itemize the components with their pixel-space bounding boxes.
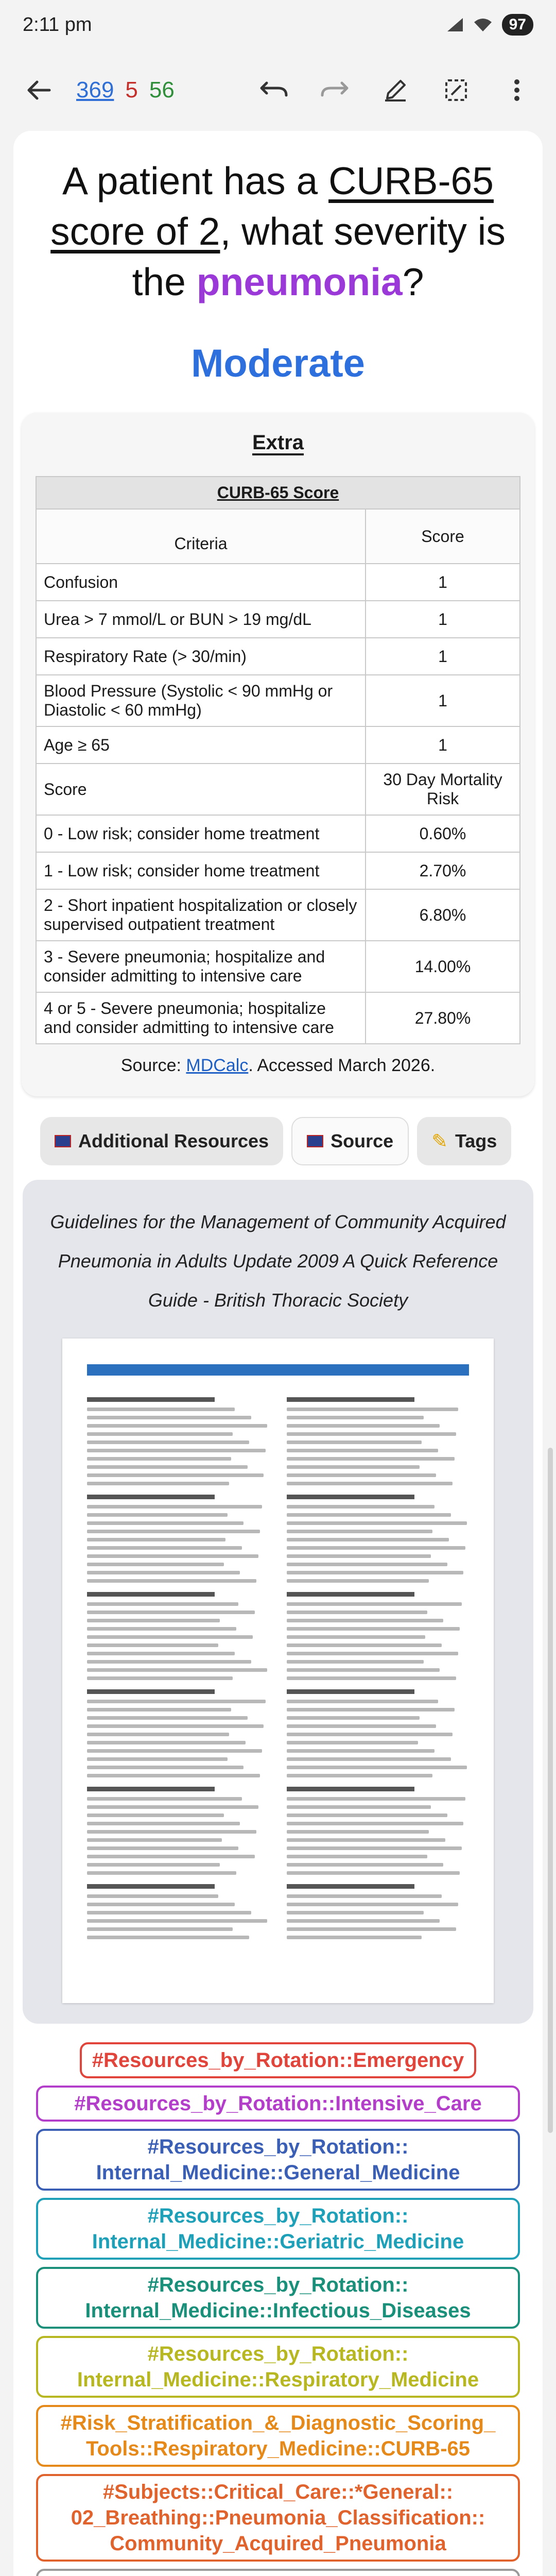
document-text-line	[287, 1797, 465, 1801]
document-text-line	[87, 1611, 255, 1614]
document-text-line	[87, 1668, 267, 1672]
table-row	[36, 601, 520, 638]
document-text-line	[287, 1579, 429, 1583]
document-text-line	[287, 1741, 418, 1744]
document-text-line	[87, 1538, 225, 1541]
status-icons	[446, 14, 533, 36]
document-text-line	[87, 1465, 248, 1469]
mdcalc-link[interactable]: MDCalc	[186, 1056, 249, 1075]
document-text-line	[287, 1749, 435, 1753]
document-text-line	[287, 1668, 440, 1672]
review-toolbar	[0, 52, 556, 129]
document-text-line	[87, 1546, 242, 1550]
extra-title: Extra	[252, 431, 304, 454]
document-text-line	[87, 1440, 249, 1444]
document-text-line	[87, 1936, 249, 1939]
document-text-line	[87, 1838, 222, 1842]
tag-chip[interactable]: #Risk_Stratification_&_Diagnostic_Scoring_ Tools::Respiratory_Medicine::CURB-65	[36, 2405, 520, 2467]
document-text-line	[287, 1397, 414, 1402]
row-value: 1	[366, 564, 520, 601]
document-text-line	[87, 1822, 240, 1825]
whiteboard-icon[interactable]	[438, 72, 475, 109]
document-text-line	[87, 1724, 264, 1728]
row-value: 1	[366, 675, 520, 726]
extra-section	[22, 413, 534, 1096]
undo-icon[interactable]	[255, 72, 292, 109]
document-text-line	[287, 1619, 443, 1622]
document-text-line	[287, 1936, 422, 1939]
document-text-line	[87, 1602, 238, 1606]
table-row	[36, 726, 520, 764]
document-text-line	[87, 1757, 228, 1761]
document-text-line	[287, 1495, 414, 1499]
document-text-line	[287, 1554, 431, 1558]
document-text-line	[287, 1855, 427, 1858]
document-text-line	[87, 1416, 251, 1419]
document-text-line	[287, 1884, 414, 1889]
document-header-bar	[87, 1364, 469, 1376]
document-text-line	[87, 1643, 218, 1647]
source-label: Source	[331, 1130, 394, 1151]
tags-button[interactable]	[417, 1117, 511, 1165]
tag-chip[interactable]: #Resources_by_Rotation:: Internal_Medicine::Infectious_Diseases	[36, 2267, 520, 2329]
document-text-line	[87, 1814, 224, 1817]
document-text-line	[87, 1689, 215, 1694]
document-text-line	[287, 1563, 447, 1566]
document-text-line	[87, 1774, 260, 1777]
status-bar	[0, 0, 556, 49]
edit-note-icon[interactable]	[377, 72, 414, 109]
document-text-line	[287, 1473, 436, 1477]
document-text-line	[287, 1716, 420, 1720]
document-text-line	[87, 1505, 262, 1509]
row-value: 14.00%	[366, 941, 520, 992]
guideline-document-image	[62, 1338, 494, 2003]
question-pneumonia: pneumonia	[196, 260, 403, 303]
document-text-line	[87, 1830, 256, 1834]
flashcard	[13, 131, 543, 2576]
document-text-line	[87, 1563, 224, 1566]
document-text-line	[287, 1627, 460, 1631]
document-text-line	[287, 1863, 443, 1867]
learn-count: 5	[125, 77, 138, 103]
document-text-line	[287, 1408, 458, 1411]
document-text-line	[87, 1408, 235, 1411]
resource-buttons	[13, 1117, 543, 1165]
document-text-line	[87, 1473, 264, 1477]
document-text-line	[87, 1513, 228, 1517]
redo-icon[interactable]	[316, 72, 353, 109]
document-text-line	[287, 1482, 453, 1485]
document-text-line	[287, 1830, 429, 1834]
document-text-line	[287, 1676, 456, 1680]
header-score: Score	[366, 509, 520, 564]
tag-chip[interactable]: #Resources_by_Rotation::Emergency	[80, 2042, 476, 2078]
document-text-line	[87, 1554, 258, 1558]
table-row	[36, 889, 520, 941]
document-column	[287, 1388, 469, 1944]
document-text-line	[287, 1822, 463, 1825]
document-text-line	[87, 1397, 215, 1402]
guideline-panel	[23, 1180, 533, 2024]
answer-text: Moderate	[191, 342, 365, 385]
row-value: 1	[366, 726, 520, 764]
document-text-line	[287, 1521, 467, 1525]
document-text-line	[287, 1919, 440, 1923]
document-text-line	[87, 1521, 244, 1525]
tag-chip[interactable]: #Subjects::Critical_Care::*General:: 02_Breathing::Pneumonia_Classification:: Community_Acquired_Pneumonia	[36, 2474, 520, 2562]
row-value: 6.80%	[366, 889, 520, 941]
document-text-line	[287, 1652, 458, 1655]
document-text-line	[87, 1741, 246, 1744]
row-value: 2.70%	[366, 852, 520, 889]
document-text-line	[287, 1465, 420, 1469]
tag-icon: ✎	[431, 1130, 448, 1153]
document-text-line	[287, 1440, 422, 1444]
document-text-line	[87, 1592, 215, 1597]
document-text-line	[87, 1846, 238, 1850]
row-criteria: 0 - Low risk; consider home treatment	[36, 815, 366, 852]
source-line	[31, 1056, 525, 1076]
document-text-line	[287, 1611, 427, 1614]
tag-chip[interactable]: #Resources_by_Rotation:: Internal_Medicine::Respiratory_Medicine	[36, 2336, 520, 2398]
source-suffix: . Accessed March 2026.	[248, 1056, 436, 1075]
tag-chip[interactable]: #Resources_by_Rotation:: Internal_Medicine::General_Medicine	[36, 2129, 520, 2191]
question-part: A patient has a	[62, 159, 329, 202]
new-count: 369	[76, 77, 114, 103]
additional-resources-button[interactable]	[40, 1117, 283, 1165]
table-title: CURB-65 Score	[36, 477, 520, 509]
wifi-icon	[473, 17, 493, 32]
flag-icon	[55, 1135, 71, 1147]
document-text-line	[87, 1449, 266, 1452]
tags-label: Tags	[455, 1130, 497, 1151]
document-text-line	[87, 1495, 215, 1499]
document-text-line	[287, 1814, 447, 1817]
document-text-line	[287, 1838, 445, 1842]
row-criteria: Urea > 7 mmol/L or BUN > 19 mg/dL	[36, 601, 366, 638]
document-text-line	[87, 1855, 255, 1858]
flag-icon	[307, 1135, 323, 1147]
document-text-line	[287, 1927, 456, 1931]
question-text	[13, 131, 543, 307]
document-text-line	[287, 1903, 458, 1906]
document-text-line	[87, 1482, 229, 1485]
document-text-line	[287, 1424, 440, 1428]
row-value: 27.80%	[366, 992, 520, 1044]
question-part: , what severity is the	[132, 210, 506, 303]
document-text-line	[87, 1894, 218, 1898]
document-text-line	[87, 1424, 267, 1428]
document-text-line	[87, 1676, 233, 1680]
row-value: 30 Day Mortality Risk	[366, 764, 520, 815]
scrollbar[interactable]	[548, 1448, 553, 2133]
tag-chip[interactable]: #Resources_by_Rotation::Intensive_Care	[36, 2086, 520, 2122]
guideline-title: Guidelines for the Management of Community Acquired Pneumonia in Adults Update 2009 A Quick Reference Guide - British Thoracic Society	[50, 1211, 506, 1311]
document-text-line	[87, 1652, 235, 1655]
row-criteria: Age ≥ 65	[36, 726, 366, 764]
row-criteria: 1 - Low risk; consider home treatment	[36, 852, 366, 889]
signal-icon	[446, 17, 464, 32]
document-text-line	[287, 1530, 432, 1533]
table-row	[36, 941, 520, 992]
source-button[interactable]	[291, 1117, 409, 1165]
row-criteria: Confusion	[36, 564, 366, 601]
table-row	[36, 992, 520, 1044]
document-text-line	[287, 1757, 451, 1761]
document-text-line	[287, 1546, 465, 1550]
document-text-line	[87, 1579, 256, 1583]
document-text-line	[287, 1538, 449, 1541]
row-criteria: 2 - Short inpatient hospitalization or closely supervised outpatient treatment	[36, 889, 366, 941]
table-row	[36, 564, 520, 601]
header-criteria: Criteria	[36, 509, 366, 564]
table-row	[36, 815, 520, 852]
document-text-line	[287, 1689, 414, 1694]
document-column	[87, 1388, 269, 1944]
document-text-line	[87, 1805, 258, 1809]
status-time: 2:11 pm	[23, 13, 92, 36]
question-curb-score: CURB-65 score of 2	[50, 159, 494, 253]
row-criteria: 4 or 5 - Severe pneumonia; hospitalize and consider admitting to intensive care	[36, 992, 366, 1044]
tag-chip[interactable]: #Resources_by_Rotation:: Internal_Medicine::Geriatric_Medicine	[36, 2198, 520, 2260]
document-text-line	[287, 1449, 438, 1452]
document-text-line	[287, 1602, 462, 1606]
document-text-line	[287, 1416, 424, 1419]
battery-badge: 97	[502, 14, 533, 36]
table-row	[36, 638, 520, 675]
document-text-line	[287, 1724, 436, 1728]
table-row	[36, 764, 520, 815]
document-text-line	[87, 1787, 215, 1791]
document-text-line	[87, 1530, 260, 1533]
card-counts	[76, 77, 175, 103]
document-text-line	[87, 1884, 215, 1889]
document-text-line	[287, 1700, 438, 1703]
document-text-line	[87, 1432, 233, 1436]
document-text-line	[87, 1903, 235, 1906]
tag-list	[13, 2042, 543, 2576]
row-value: 1	[366, 638, 520, 675]
document-text-line	[287, 1513, 451, 1517]
document-text-line	[87, 1911, 251, 1914]
document-text-line	[87, 1627, 236, 1631]
more-options-icon[interactable]	[498, 72, 535, 109]
curb65-table	[36, 476, 520, 1044]
row-value: 1	[366, 601, 520, 638]
document-text-line	[87, 1749, 262, 1753]
document-text-line	[87, 1919, 267, 1923]
document-text-line	[287, 1592, 414, 1597]
document-text-line	[287, 1787, 414, 1791]
document-text-line	[87, 1863, 220, 1867]
source-prefix: Source:	[120, 1056, 186, 1075]
table-row	[36, 852, 520, 889]
row-value: 0.60%	[366, 815, 520, 852]
due-count: 56	[149, 77, 175, 103]
document-text-line	[287, 1846, 462, 1850]
document-text-line	[287, 1766, 467, 1769]
document-text-line	[87, 1766, 244, 1769]
document-text-line	[287, 1660, 424, 1664]
document-columns	[87, 1388, 469, 1944]
document-text-line	[287, 1805, 431, 1809]
document-text-line	[287, 1457, 455, 1461]
document-text-line	[87, 1635, 253, 1639]
document-text-line	[87, 1700, 266, 1703]
document-text-line	[87, 1708, 231, 1711]
document-text-line	[287, 1432, 456, 1436]
back-arrow-icon[interactable]	[21, 72, 58, 109]
row-criteria: 3 - Severe pneumonia; hospitalize and consider admitting to intensive care	[36, 941, 366, 992]
document-text-line	[287, 1708, 455, 1711]
document-text-line	[287, 1643, 442, 1647]
additional-resources-label: Additional Resources	[78, 1130, 269, 1151]
table-row	[36, 675, 520, 726]
document-text-line	[87, 1871, 236, 1875]
document-text-line	[87, 1571, 240, 1574]
document-text-line	[87, 1457, 231, 1461]
row-criteria: Respiratory Rate (> 30/min)	[36, 638, 366, 675]
document-text-line	[87, 1927, 233, 1931]
document-text-line	[287, 1571, 463, 1574]
document-text-line	[287, 1871, 460, 1875]
document-text-line	[87, 1619, 220, 1622]
document-text-line	[287, 1774, 432, 1777]
document-text-line	[87, 1716, 248, 1720]
question-part: ?	[402, 260, 424, 303]
document-text-line	[287, 1894, 442, 1898]
document-text-line	[287, 1911, 424, 1914]
document-text-line	[287, 1505, 435, 1509]
document-text-line	[287, 1635, 425, 1639]
row-criteria: Score	[36, 764, 366, 815]
document-text-line	[87, 1797, 242, 1801]
row-criteria: Blood Pressure (Systolic < 90 mmHg or Diastolic < 60 mmHg)	[36, 675, 366, 726]
document-text-line	[287, 1733, 453, 1736]
document-text-line	[87, 1733, 229, 1736]
tag-chip[interactable]	[36, 2569, 520, 2576]
document-text-line	[87, 1660, 251, 1664]
